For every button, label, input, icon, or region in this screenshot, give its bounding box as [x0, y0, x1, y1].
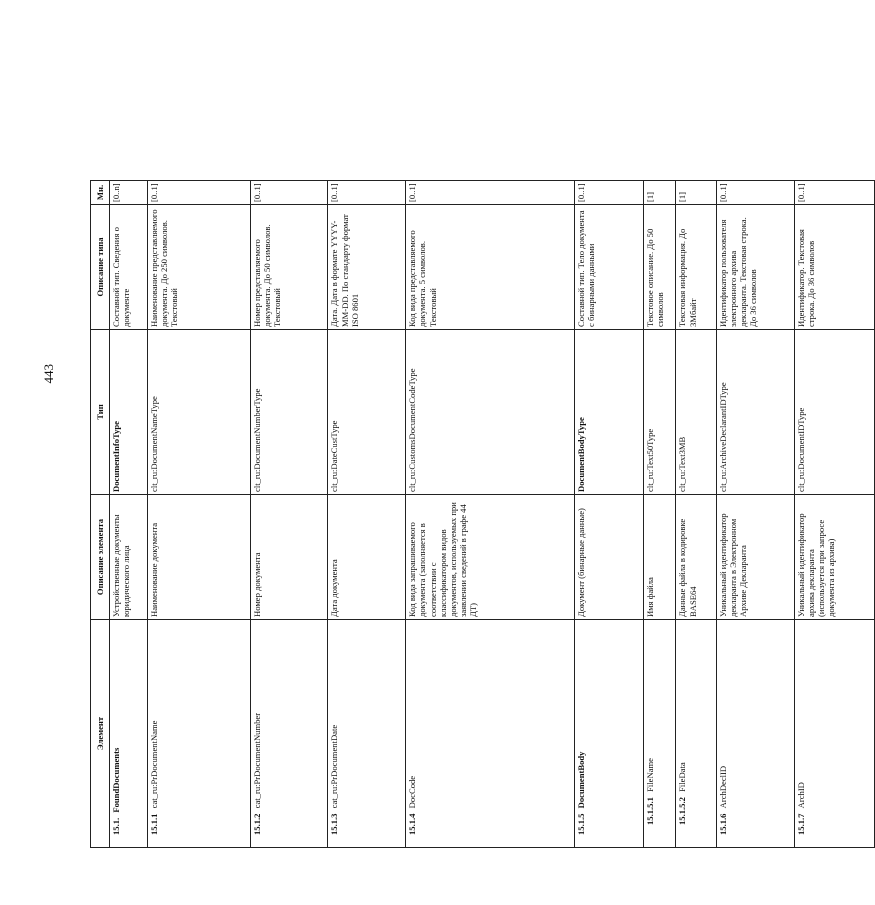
multiplicity: [0..1] — [794, 181, 874, 205]
type-description: Дата. Дата в формате YYYY-MM-DD. По стандарту формат ISO 8601 — [328, 205, 406, 330]
element-number: 15.1. — [110, 817, 121, 835]
page-number: 443 — [41, 364, 56, 384]
header-element-desc: Описание элемента — [91, 495, 110, 620]
element-name: cat_ru:PrDocumentNumber — [251, 712, 262, 809]
element-number: 15.1.7 — [795, 813, 806, 835]
element-description: Номер документа — [250, 495, 328, 620]
multiplicity: [0..1] — [406, 181, 574, 205]
table-row — [676, 181, 716, 848]
type-description: Идентификатор пользователя электронного архива декларанта. Текстовая строка. До 36 символов — [716, 205, 794, 330]
element-cell — [643, 620, 676, 848]
type-name: DocumentInfoType — [109, 330, 147, 495]
type-name: clt_ru:DocumentIDType — [794, 330, 874, 495]
element-description: Документ (бинарные данные) — [574, 495, 643, 620]
element-name: ArchDeclID — [717, 765, 728, 809]
element-name: cat_ru:PrDocumentDate — [329, 724, 340, 809]
multiplicity: [0..1] — [147, 181, 250, 205]
element-number: 15.1.6 — [717, 813, 728, 835]
element-name: FoundDocuments — [110, 747, 121, 813]
element-cell — [328, 620, 406, 848]
table-row — [250, 181, 328, 848]
element-name: DocCode — [407, 775, 418, 809]
table-row — [794, 181, 874, 848]
element-number: 15.1.4 — [407, 813, 418, 835]
type-description: Наименование представляемого документа. До 250 символов. Текстовый — [147, 205, 250, 330]
header-type-desc: Описание типа — [91, 205, 110, 330]
element-description: Код вида запрашиваемого документа (заполняется в соответствии с классификатором видов документов, используемых при заявлении сведений в графе 44 ДТ) — [406, 495, 574, 620]
type-description: Код вида представляемого документа. 5 символов. Текстовый — [406, 205, 574, 330]
element-cell — [794, 620, 874, 848]
element-number: 15.1.5.2 — [677, 797, 688, 825]
type-description: Составной тип. Сведения о документе — [109, 205, 147, 330]
table-row — [406, 181, 574, 848]
type-name: clt_ru:DocumentNumberType — [250, 330, 328, 495]
element-number: 15.1.5.1 — [644, 797, 655, 825]
multiplicity: [1] — [676, 181, 716, 205]
table-row — [574, 181, 643, 848]
element-description: Данные файла в кодировке BASE64 — [676, 495, 716, 620]
type-name: clt_ru:Text3MB — [676, 330, 716, 495]
element-cell — [716, 620, 794, 848]
element-cell — [147, 620, 250, 848]
element-number: 15.1.3 — [329, 813, 340, 835]
table-row — [716, 181, 794, 848]
type-description: Номер представляемого документа. До 50 символов. Текстовый — [250, 205, 328, 330]
element-cell — [109, 620, 147, 848]
type-name: clt_ru:DateCustType — [328, 330, 406, 495]
multiplicity: [0..1] — [250, 181, 328, 205]
multiplicity: [0..1] — [574, 181, 643, 205]
element-name: ArchID — [795, 782, 806, 809]
type-description: Идентификатор. Текстовая строка. До 36 символов — [794, 205, 874, 330]
table-row — [109, 181, 147, 848]
element-description: Дата документа — [328, 495, 406, 620]
multiplicity: [0..1] — [328, 181, 406, 205]
table-row — [328, 181, 406, 848]
multiplicity: [0..n] — [109, 181, 147, 205]
element-name: DocumentBody — [575, 751, 586, 809]
type-description: Текстовое описание. До 50 символов — [643, 205, 676, 330]
element-number: 15.1.2 — [251, 813, 262, 835]
element-description: Уникальный идентификатор декларанта в Электронном Архиве Декларанта — [716, 495, 794, 620]
table-row — [147, 181, 250, 848]
element-description: Уникальный идентификатор архива декларанта (используется при запросе документа из архива) — [794, 495, 874, 620]
multiplicity: [1] — [643, 181, 676, 205]
type-name: DocumentBodyType — [574, 330, 643, 495]
type-description: Составной тип. Тело документа с бинарными данными — [574, 205, 643, 330]
element-cell — [574, 620, 643, 848]
element-name: FileData — [677, 762, 688, 792]
element-description: Устройственные документы юридического лица — [109, 495, 147, 620]
header-row — [91, 181, 110, 848]
multiplicity: [0..1] — [716, 181, 794, 205]
element-description: Имя файла — [643, 495, 676, 620]
element-name: FileName — [644, 758, 655, 792]
elements-table — [90, 180, 875, 848]
type-name: clt_ru:Text50Type — [643, 330, 676, 495]
header-type: Тип — [91, 330, 110, 495]
header-mult: Мн. — [91, 181, 110, 205]
element-description: Наименование документа — [147, 495, 250, 620]
element-name: cat_ru:PrDocumentName — [148, 720, 159, 809]
type-name: clt_ru:DocumentNameType — [147, 330, 250, 495]
header-element: Элемент — [91, 620, 110, 848]
type-name: clt_ru:ArchiveDeclarantIDType — [716, 330, 794, 495]
element-number: 15.1.1 — [148, 813, 159, 835]
rotated-table-container — [90, 183, 875, 848]
type-name: clt_ru:CustomsDocumentCodeType — [406, 330, 574, 495]
table-row — [643, 181, 676, 848]
element-cell — [406, 620, 574, 848]
element-number: 15.1.5 — [575, 813, 586, 835]
type-description: Текстовая информация. До 3Мбайт — [676, 205, 716, 330]
element-cell — [676, 620, 716, 848]
element-cell — [250, 620, 328, 848]
